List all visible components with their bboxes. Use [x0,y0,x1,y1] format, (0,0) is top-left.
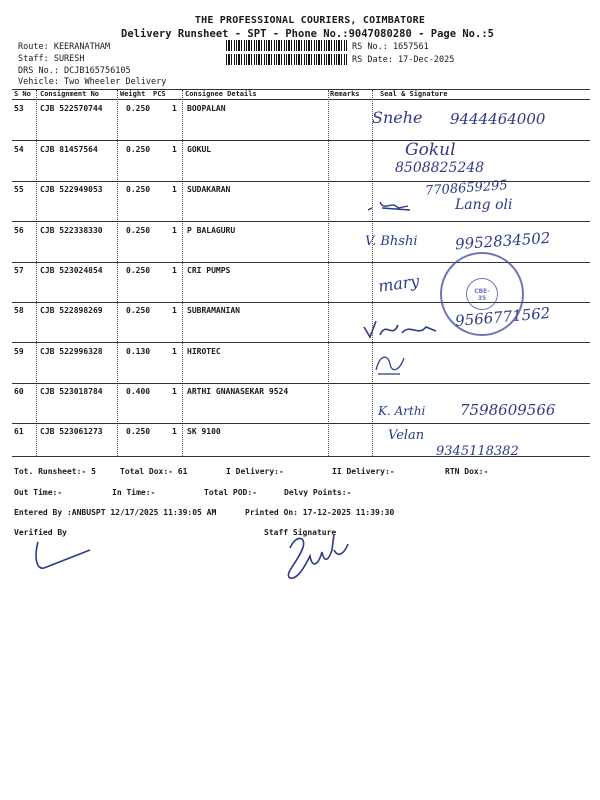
seal-stamp-inner [466,278,498,310]
row-consignment: CJB 522996328 [40,347,103,356]
row-consignment: CJB 522570744 [40,104,103,113]
staff-label: Staff: SURESH [18,54,85,64]
row-consignment: CJB 523061273 [40,427,103,436]
delivery-points: Delvy Points:- [284,488,352,497]
total-runsheet: Tot. Runsheet:- 5 [14,467,96,476]
row-sno: 56 [14,226,24,235]
verified-by-label: Verified By [14,528,67,537]
column-header-consignment: Consignment No [40,90,100,98]
row-weight: 0.250 [126,226,151,235]
row-pcs: 1 [172,306,177,315]
row-weight: 0.400 [126,387,151,396]
handwritten-phone: 9566771562 [454,303,552,331]
column-header-pcs: PCS [153,90,166,98]
runsheet-title: Delivery Runsheet - SPT - Phone No.:9047080280 - Page No.:5 [121,28,494,40]
row-pcs: 1 [172,104,177,113]
total-dox: Total Dox:- 61 [120,467,188,476]
total-pod: Total POD:- [204,488,257,497]
row-consignment: CJB 522338330 [40,226,103,235]
handwritten-phone: 7708659295 [424,178,509,199]
handwritten-signature-icon [370,350,410,378]
row-consignee: SK 9100 [187,427,221,436]
column-divider [117,90,118,456]
row-consignee: P BALAGURU [187,226,236,235]
handwritten-name: mary [376,271,421,296]
row-weight: 0.250 [126,104,151,113]
rs-date: RS Date: 17-Dec-2025 [352,55,455,65]
entered-by: Entered By :ANBUSPT 12/17/2025 11:39:05 AM [14,508,217,517]
stamp-label: CBE-35 [474,288,490,302]
row-consignment: CJB 522898269 [40,306,103,315]
row-consignment: CJB 522949053 [40,185,103,194]
company-name: THE PROFESSIONAL COURIERS, COIMBATORE [194,15,426,26]
column-header-sno: S No [14,90,31,98]
handwritten-name: Lang oli [455,197,513,213]
printed-on: Printed On: 17-12-2025 11:39:30 [245,508,395,517]
row-separator [12,423,590,424]
row-consignment: CJB 523018784 [40,387,103,396]
in-time: In Time:- [112,488,156,497]
staff-signature-label: Staff Signature [264,528,337,537]
row-separator [12,140,590,141]
row-consignee: ARTHI GNANASEKAR 9524 [187,387,289,396]
row-sno: 57 [14,266,24,275]
handwritten-name: V. Bhshi [365,234,418,249]
staff-signature-icon [276,528,356,584]
row-consignee: SUDAKARAN [187,185,231,194]
column-header-consignee: Consignee Details [185,90,257,98]
handwritten-name: K. Arthi [378,404,426,418]
row-sno: 60 [14,387,24,396]
drs-number: DRS No.: DCJB165756105 [18,66,131,76]
row-separator [12,342,590,343]
row-pcs: 1 [172,427,177,436]
row-pcs: 1 [172,185,177,194]
out-time: Out Time:- [14,488,63,497]
column-divider [372,90,373,456]
row-sno: 53 [14,104,24,113]
handwritten-phone: 8508825248 [395,160,485,176]
row-pcs: 1 [172,226,177,235]
row-weight: 0.250 [126,306,151,315]
row-weight: 0.130 [126,347,151,356]
column-header-remarks: Remarks [330,90,360,98]
handwritten-name: Snehe [372,108,423,127]
row-sno: 55 [14,185,24,194]
row-consignee: BOOPALAN [187,104,226,113]
row-sno: 61 [14,427,24,436]
handwritten-phone: 9444464000 [450,110,546,128]
row-sno: 54 [14,145,24,154]
column-divider [36,90,37,456]
i-delivery: I Delivery:- [226,467,284,476]
row-pcs: 1 [172,266,177,275]
row-pcs: 1 [172,387,177,396]
row-consignee: GOKUL [187,145,212,154]
rs-number: RS No.: 1657561 [352,42,429,52]
row-pcs: 1 [172,145,177,154]
seal-stamp-icon [440,252,524,336]
row-sno: 59 [14,347,24,356]
row-separator [12,383,590,384]
handwritten-name: Velan [388,428,425,443]
handwritten-name: Gokul [405,140,456,160]
row-consignment: CJB 81457564 [40,145,98,154]
route-label: Route: KEERANATHAM [18,42,111,52]
column-header-weight: Weight [120,90,146,98]
row-sno: 58 [14,306,24,315]
column-divider [182,90,183,456]
row-consignee: HIROTEC [187,347,221,356]
barcode-icon [226,40,348,51]
rtn-dox: RTN Dox:- [445,467,489,476]
column-divider [328,90,329,456]
row-pcs: 1 [172,347,177,356]
row-consignee: CRI PUMPS [187,266,231,275]
row-consignment: CJB 523024854 [40,266,103,275]
table-header-border [12,99,590,100]
handwritten-signature-icon [360,315,440,345]
handwritten-signature-icon [364,196,434,218]
column-header-seal: Seal & Signature [380,90,448,98]
row-weight: 0.250 [126,145,151,154]
barcode-icon [226,54,348,65]
row-separator [12,221,590,222]
row-weight: 0.250 [126,266,151,275]
vehicle-label: Vehicle: Two Wheeler Delivery [18,77,167,87]
handwritten-phone: 9345118382 [436,444,519,459]
row-weight: 0.250 [126,427,151,436]
ii-delivery: II Delivery:- [332,467,395,476]
row-weight: 0.250 [126,185,151,194]
row-consignee: SUBRAMANIAN [187,306,240,315]
handwritten-phone: 7598609566 [460,401,556,419]
handwritten-phone: 9952834502 [454,228,551,254]
verifier-signature-icon [30,536,100,576]
